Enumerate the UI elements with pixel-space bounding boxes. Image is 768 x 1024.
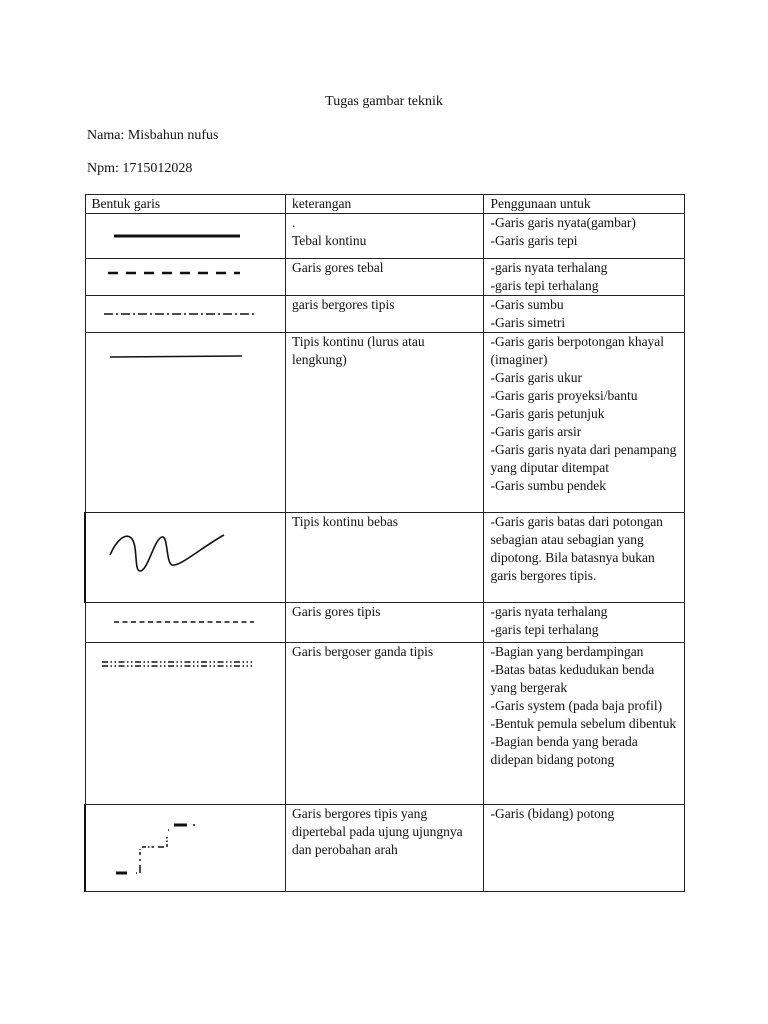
student-name: Nama: Misbahun nufus: [87, 128, 219, 143]
symbol-cell: [85, 805, 286, 892]
keterangan-dot: .: [292, 215, 296, 230]
thin-dash-dot-line-icon: [92, 296, 292, 330]
line-types-table: [84, 194, 685, 892]
usage-cell: [484, 643, 685, 805]
usage-cell: [484, 805, 685, 892]
keterangan-cell: Garis bergoser ganda tipis: [286, 643, 484, 805]
symbol-cell: [85, 513, 286, 603]
symbol-cell: [85, 214, 286, 259]
usage-cell: [484, 513, 685, 603]
table-header-row: [85, 195, 685, 214]
thin-continuous-line-icon: [92, 333, 292, 373]
usage-item: -Garis garis batas dari potongan sebagian atau sebagian yang dipotong. Bila batasnya bukan garis bergores tipis.: [490, 514, 663, 583]
header-keterangan: keterangan: [286, 195, 484, 214]
usage-item: -Garis sumbu: [490, 297, 564, 312]
table-row: [85, 513, 685, 603]
usage-cell: [484, 603, 685, 643]
usage-item: -garis tepi terhalang: [490, 622, 599, 637]
stepped-section-line-icon: [92, 805, 292, 891]
freehand-wavy-line-icon: [92, 513, 292, 601]
usage-item: -Garis garis proyeksi/bantu: [490, 388, 638, 403]
table-row: [85, 333, 685, 513]
usage-item: -Garis (bidang) potong: [490, 806, 615, 821]
usage-cell: [484, 296, 685, 333]
usage-item: -Garis garis nyata dari penampang yang diputar ditempat: [490, 442, 677, 475]
symbol-cell: [85, 603, 286, 643]
usage-item: -Bentuk pemula sebelum dibentuk: [490, 716, 677, 731]
usage-item: -Garis garis berpotongan khayal (imaginer): [490, 334, 665, 367]
usage-item: -Garis garis ukur: [490, 370, 582, 385]
symbol-cell: [85, 643, 286, 805]
keterangan-cell: Tipis kontinu bebas: [286, 513, 484, 603]
keterangan-cell: [286, 214, 484, 259]
keterangan-cell: Garis gores tebal: [286, 259, 484, 296]
usage-item: -Bagian yang berdampingan: [490, 644, 644, 659]
keterangan-cell: Garis gores tipis: [286, 603, 484, 643]
thick-continuous-line-icon: [92, 214, 292, 258]
usage-cell: [484, 259, 685, 296]
usage-item: -Batas batas kedudukan benda yang bergerak: [490, 662, 655, 695]
table-row: [85, 259, 685, 296]
table-row: [85, 805, 685, 892]
usage-item: -Garis garis arsir: [490, 424, 582, 439]
symbol-cell: [85, 296, 286, 333]
keterangan-cell: Garis bergores tipis yang dipertebal pada ujung ujungnya dan perobahan arah: [286, 805, 484, 892]
table-row: [85, 214, 685, 259]
table-row: [85, 603, 685, 643]
header-bentuk-garis: Bentuk garis: [85, 195, 286, 214]
header-penggunaan: Penggunaan untuk: [484, 195, 685, 214]
symbol-cell: [85, 333, 286, 513]
thick-dashed-line-icon: [92, 259, 292, 293]
usage-item: -Bagian benda yang berada didepan bidang potong: [490, 734, 638, 767]
usage-cell: [484, 333, 685, 513]
table-row: [85, 643, 685, 805]
usage-cell: [484, 214, 685, 259]
usage-item: -Garis sumbu pendek: [490, 478, 606, 493]
usage-item: -Garis garis nyata(gambar): [490, 215, 636, 230]
keterangan-text: Tebal kontinu: [292, 233, 367, 248]
usage-item: -garis tepi terhalang: [490, 278, 599, 293]
table-row: [85, 296, 685, 333]
keterangan-cell: garis bergores tipis: [286, 296, 484, 333]
symbol-cell: [85, 259, 286, 296]
thin-dashed-line-icon: [92, 603, 292, 641]
usage-item: -Garis simetri: [490, 315, 566, 330]
page-title: Tugas gambar teknik: [325, 94, 443, 109]
keterangan-cell: Tipis kontinu (lurus atau lengkung): [286, 333, 484, 513]
thin-double-dash-dot-line-icon: [92, 643, 292, 683]
student-npm: Npm: 1715012028: [87, 161, 193, 176]
usage-item: -garis nyata terhalang: [490, 260, 608, 275]
usage-item: -Garis garis petunjuk: [490, 406, 605, 421]
usage-item: -Garis garis tepi: [490, 233, 578, 248]
usage-item: -garis nyata terhalang: [490, 604, 608, 619]
usage-item: -Garis system (pada baja profil): [490, 698, 663, 713]
